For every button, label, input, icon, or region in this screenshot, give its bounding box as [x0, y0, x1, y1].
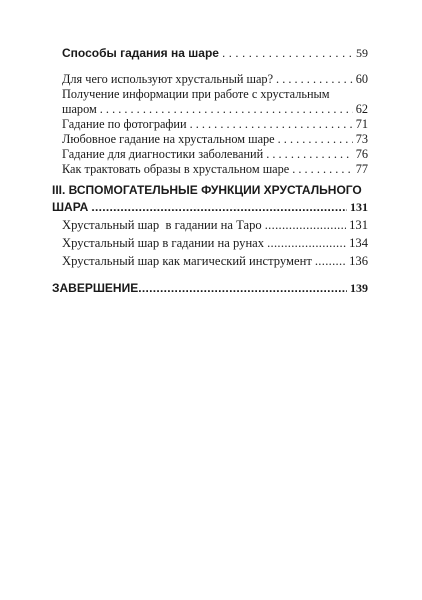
dot-leader: [278, 132, 353, 147]
toc-page-number: 134: [349, 236, 368, 250]
toc-entry-title: Хрустальный шар в гадании на рунах: [62, 236, 265, 250]
toc-entry-title-line2: шаром: [62, 102, 97, 116]
dot-leader: [267, 236, 346, 251]
dot-leader: [276, 72, 353, 87]
toc-conclusion-line[interactable]: [52, 281, 368, 296]
toc-entry[interactable]: [62, 236, 368, 251]
toc-page-number: 131: [350, 200, 368, 214]
toc-entry[interactable]: [62, 132, 368, 147]
toc-entry[interactable]: [62, 254, 368, 269]
dot-leader: [292, 162, 352, 177]
toc-page-number: 77: [355, 162, 368, 176]
toc-part-line[interactable]: [52, 200, 368, 215]
toc-page-number: 62: [355, 102, 368, 116]
dot-leader: [190, 117, 353, 132]
toc-part-title-line1[interactable]: III. ВСПОМОГАТЕЛЬНЫЕ ФУНКЦИИ ХРУСТАЛЬНОГО: [52, 183, 362, 197]
dot-leader: [138, 281, 347, 295]
toc-page-number: 131: [349, 218, 368, 232]
toc-entry-title: Как трактовать образы в хрустальном шаре: [62, 162, 290, 176]
toc-entry-title-line1[interactable]: Получение информации при работе с хрустальным: [62, 87, 330, 101]
dot-leader: [91, 200, 347, 214]
toc-entry-title: Хрустальный шар как магический инструмент: [62, 254, 312, 268]
toc-entry[interactable]: [62, 117, 368, 132]
toc-page-number: 76: [355, 147, 368, 161]
dot-leader: [315, 254, 346, 269]
toc-entry-title: Гадание для диагностики заболеваний: [62, 147, 264, 161]
toc-entry[interactable]: [62, 102, 368, 117]
toc-page-number: 60: [355, 72, 368, 86]
toc-page-number: 71: [355, 117, 368, 131]
toc-section-line[interactable]: [62, 46, 368, 61]
toc-entry-title: Для чего используют хрустальный шар?: [62, 72, 274, 86]
toc-page-number: 136: [349, 254, 368, 268]
toc-conclusion-title: ЗАВЕРШЕНИЕ: [52, 281, 139, 295]
toc-entry-title: Любовное гадание на хрустальном шаре: [62, 132, 275, 146]
dot-leader: [100, 102, 353, 117]
toc-entry[interactable]: [62, 162, 368, 177]
toc-part-title-line2: ШАРА: [52, 200, 89, 214]
toc-entry-title: Гадание по фотографии: [62, 117, 187, 131]
dot-leader: [222, 46, 353, 60]
toc-entry[interactable]: [62, 72, 368, 87]
dot-leader: [265, 218, 346, 233]
toc-entry-title: Хрустальный шар в гадании на Таро: [62, 218, 262, 232]
toc-entry[interactable]: [62, 218, 368, 233]
toc-entry[interactable]: [62, 147, 368, 162]
dot-leader: [266, 147, 352, 162]
toc-page-number: 139: [350, 281, 368, 295]
toc-page-number: 73: [355, 132, 368, 146]
toc-page-number: 59: [356, 46, 368, 60]
toc-section-title: Способы гадания на шаре: [62, 46, 219, 60]
